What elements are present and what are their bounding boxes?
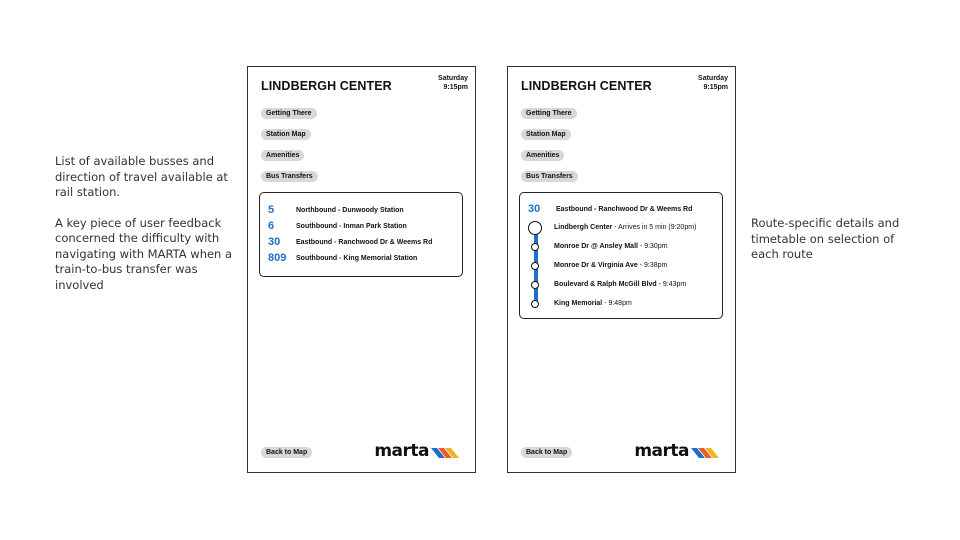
getting-there-button[interactable]: Getting There — [261, 108, 317, 119]
getting-there-button[interactable]: Getting There — [521, 108, 577, 119]
route-description: Southbound - King Memorial Station — [296, 254, 418, 262]
bus-routes-panel — [259, 192, 463, 277]
route-number: 30 — [268, 236, 281, 248]
route-description: Eastbound - Ranchwood Dr & Weems Rd — [556, 205, 693, 213]
marta-stripes-icon — [689, 447, 719, 459]
route-description: Eastbound - Ranchwood Dr & Weems Rd — [296, 238, 433, 246]
annotation-bus-list: List of available busses and direction of travel available at rail station. — [55, 154, 228, 199]
route-number: 809 — [268, 252, 287, 264]
selected-route-row[interactable] — [528, 202, 692, 216]
current-stop-marker — [528, 221, 542, 235]
stop-name: Monroe Dr & Virginia Ave — [554, 262, 638, 269]
stop-marker — [531, 300, 539, 308]
kiosk-screen-bus-list — [247, 66, 476, 473]
time-label: 9:15pm — [703, 84, 728, 91]
annotation-user-feedback: A key piece of user feedback concerned the difficulty with navigating with MARTA when a train-to-bus transfer was involved — [55, 215, 233, 292]
stop-marker — [531, 262, 539, 270]
route-number: 5 — [268, 204, 275, 216]
stop-item — [554, 280, 686, 290]
stop-time: - 9:48pm — [602, 300, 632, 307]
route-row-30[interactable] — [268, 235, 432, 249]
stop-name: Monroe Dr @ Ansley Mall — [554, 243, 638, 250]
right-annotation — [751, 216, 916, 278]
marta-logo — [634, 443, 719, 459]
back-to-map-button[interactable]: Back to Map — [261, 447, 312, 458]
route-number: 30 — [528, 203, 541, 215]
date-time — [698, 74, 728, 92]
stop-item — [554, 261, 667, 271]
station-title: LINDBERGH CENTER — [261, 79, 392, 93]
back-to-map-button[interactable]: Back to Map — [521, 447, 572, 458]
marta-logo-wordmark: marta — [634, 441, 689, 461]
station-map-button[interactable]: Station Map — [261, 129, 311, 140]
annotation-route-details: Route-specific details and timetable on selection of each route — [751, 216, 900, 261]
kiosk-screen-route-detail — [507, 66, 736, 473]
left-annotation — [55, 154, 235, 308]
date-time — [438, 74, 468, 92]
route-description: Southbound - Inman Park Station — [296, 222, 407, 230]
amenities-button[interactable]: Amenities — [521, 150, 564, 161]
day-label: Saturday — [698, 75, 728, 82]
marta-stripes-icon — [429, 447, 459, 459]
route-row-6[interactable] — [268, 219, 407, 233]
stop-marker — [531, 281, 539, 289]
bus-transfers-button[interactable]: Bus Transfers — [261, 171, 318, 182]
stop-item — [554, 242, 668, 252]
marta-logo-wordmark: marta — [374, 441, 429, 461]
day-label: Saturday — [438, 75, 468, 82]
stop-name: Lindbergh Center — [554, 224, 613, 231]
stop-time: - 9:43pm — [656, 281, 687, 288]
stop-marker — [531, 243, 539, 251]
route-row-809[interactable] — [268, 251, 417, 265]
amenities-button[interactable]: Amenities — [261, 150, 304, 161]
stop-name: King Memorial — [554, 300, 603, 307]
stop-time: - Arrives in 5 min (9:20pm) — [612, 224, 697, 231]
station-title: LINDBERGH CENTER — [521, 79, 652, 93]
stop-item — [554, 223, 696, 233]
bus-transfers-button[interactable]: Bus Transfers — [521, 171, 578, 182]
marta-logo — [374, 443, 459, 459]
stop-name: Boulevard & Ralph McGill Blvd — [554, 281, 657, 288]
stop-time: - 9:38pm — [637, 262, 668, 269]
time-label: 9:15pm — [443, 84, 468, 91]
route-detail-panel — [519, 192, 723, 319]
stop-item — [554, 299, 632, 309]
route-row-5[interactable] — [268, 203, 404, 217]
route-number: 6 — [268, 220, 275, 232]
route-description: Northbound - Dunwoody Station — [296, 206, 404, 214]
station-map-button[interactable]: Station Map — [521, 129, 571, 140]
stop-time: - 9:30pm — [637, 243, 668, 250]
